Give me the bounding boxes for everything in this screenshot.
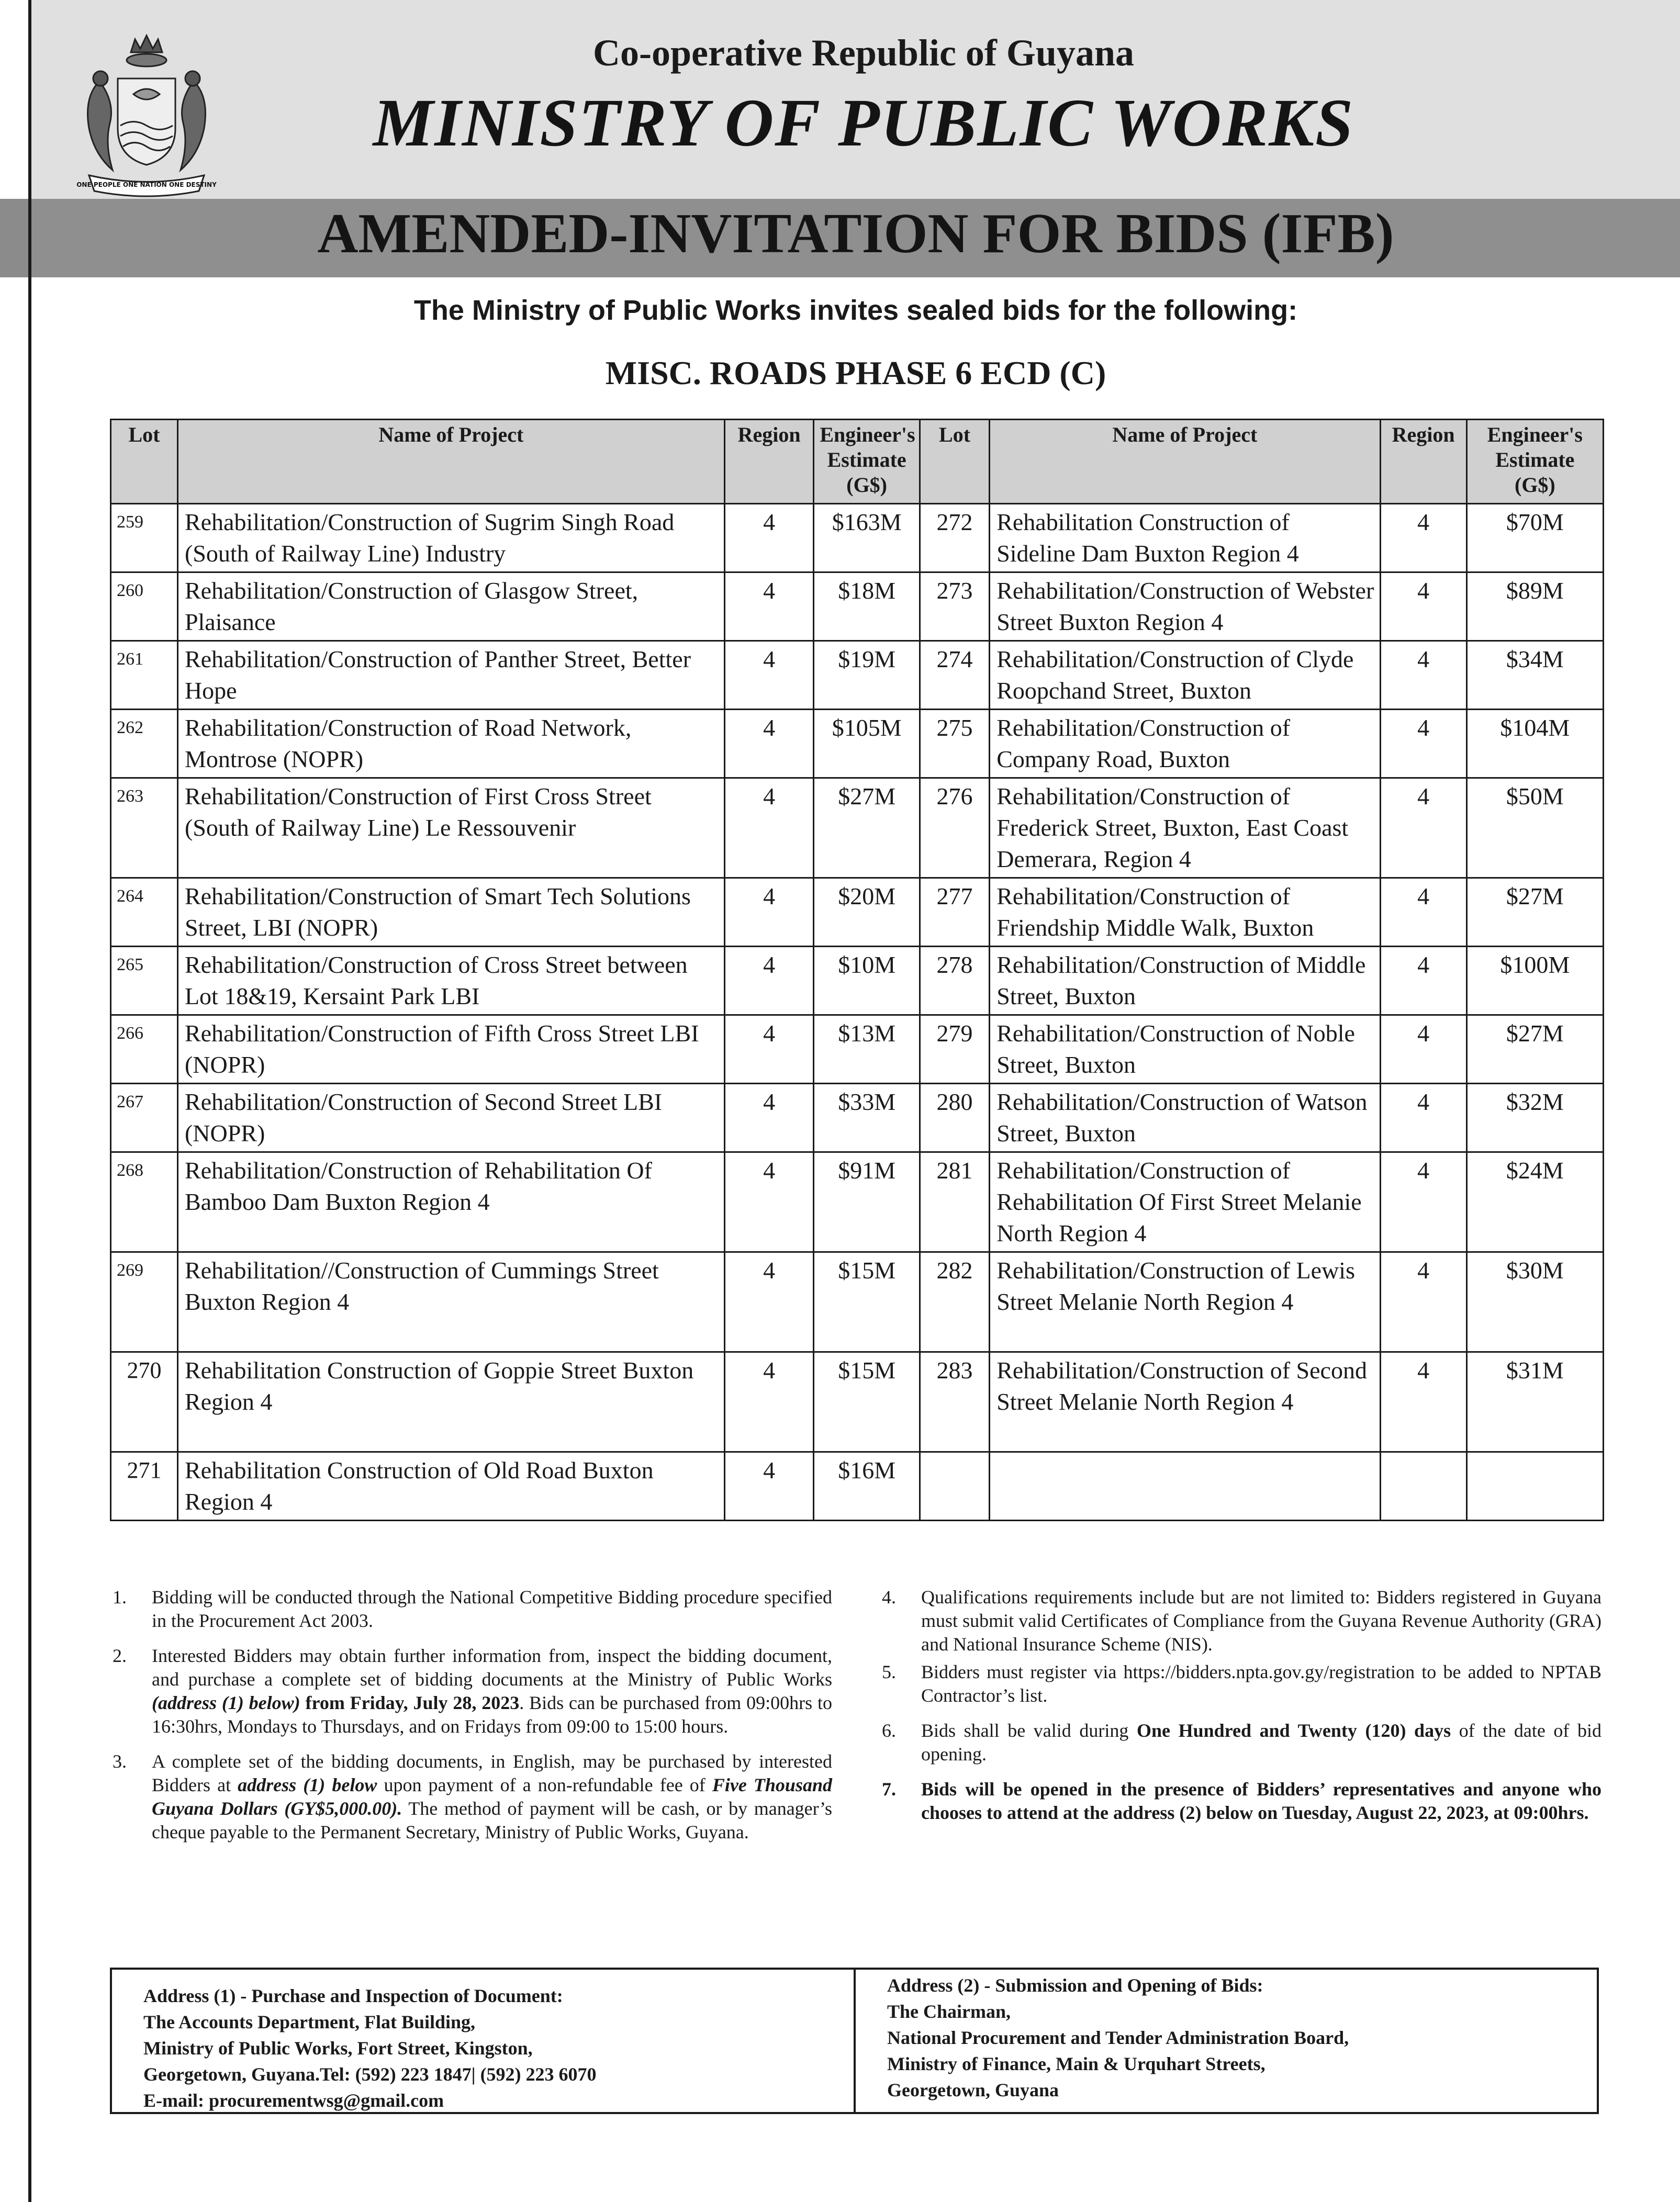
region-cell: 4: [1380, 572, 1466, 641]
note-emphasis: Five Thousand Guyana Dollars (GY$5,000.00).: [152, 1774, 832, 1819]
estimate-cell: $30M: [1466, 1252, 1603, 1352]
region-cell: 4: [1380, 641, 1466, 710]
note-text-part: upon payment of a non-refundable fee of: [377, 1774, 712, 1795]
note-text-part: . Bids can be purchased from 09:00hrs to 16:30hrs, Mondays to Thursdays, and on Fridays from 09:00 to 15:00 hours.: [152, 1692, 833, 1737]
lot-cell: 267: [111, 1084, 178, 1152]
table-row: [111, 1084, 1604, 1152]
table-row: [111, 878, 1604, 947]
region-cell: 4: [724, 1452, 814, 1521]
project-name-cell: Rehabilitation/Construction of Company Road, Buxton: [990, 710, 1380, 778]
project-name-cell: Rehabilitation Construction of Old Road Buxton Region 4: [177, 1452, 724, 1521]
estimate-cell: $33M: [814, 1084, 920, 1152]
notes-right-column: [879, 1586, 1601, 1836]
lot-cell: 262: [111, 710, 178, 778]
header-project: Name of Project: [990, 420, 1380, 504]
note-number: 7.: [882, 1779, 896, 1800]
lot-cell: 263: [111, 778, 178, 878]
project-name-cell: Rehabilitation/Construction of Clyde Roopchand Street, Buxton: [990, 641, 1380, 710]
note-text: [921, 1719, 1601, 1766]
table-body: [111, 504, 1604, 1521]
lot-cell: 260: [111, 572, 178, 641]
address-1-line: Ministry of Public Works, Fort Street, Kingston,: [143, 2038, 533, 2059]
region-cell: 4: [724, 1252, 814, 1352]
lot-cell: 272: [920, 504, 989, 572]
coat-of-arms-icon: [68, 31, 225, 199]
country-name: Co-operative Republic of Guyana: [593, 32, 1134, 74]
project-name-cell: Rehabilitation Construction of Goppie Street Buxton Region 4: [177, 1352, 724, 1452]
table-row: [111, 1252, 1604, 1352]
lot-cell: 281: [920, 1152, 989, 1252]
project-name-cell: Rehabilitation/Construction of Watson Street, Buxton: [990, 1084, 1380, 1152]
estimate-cell: $10M: [814, 947, 920, 1015]
estimate-cell: $32M: [1466, 1084, 1603, 1152]
address-2-heading: Address (2) - Submission and Opening of Bids:: [887, 1975, 1263, 1996]
note-item: [879, 1660, 1601, 1707]
note-item: [110, 1644, 832, 1738]
note-text: Qualifications requirements include but are not limited to: Bidders registered in Guyana must submit valid Certificates of Compliance from the Guyana Revenue Authority (GRA) and National Insurance Scheme (NIS).: [921, 1587, 1601, 1655]
estimate-cell: $105M: [814, 710, 920, 778]
region-cell: 4: [1380, 778, 1466, 878]
region-cell: 4: [724, 572, 814, 641]
estimate-cell: $34M: [1466, 641, 1603, 710]
address-2-line: Georgetown, Guyana: [887, 2080, 1059, 2100]
region-cell: 4: [1380, 1252, 1466, 1352]
note-number: 6.: [882, 1720, 896, 1741]
address-1-email: E-mail: procurementwsg@gmail.com: [143, 2090, 444, 2111]
region-cell: 4: [724, 778, 814, 878]
estimate-cell: $15M: [814, 1252, 920, 1352]
region-cell: 4: [1380, 710, 1466, 778]
estimate-cell: $70M: [1466, 504, 1603, 572]
note-number: 4.: [882, 1587, 896, 1608]
lot-cell: 282: [920, 1252, 989, 1352]
project-name-cell: Rehabilitation/Construction of Cross Street between Lot 18&19, Kersaint Park LBI: [177, 947, 724, 1015]
note-text-part: of the date of bid opening.: [921, 1720, 1602, 1765]
note-text-part: A complete set of the bidding documents, in English, may be purchased by interested Bidders at: [152, 1751, 832, 1795]
lot-cell: 283: [920, 1352, 989, 1452]
project-name-cell: Rehabilitation/Construction of Rehabilitation Of Bamboo Dam Buxton Region 4: [177, 1152, 724, 1252]
lot-cell: 259: [111, 504, 178, 572]
project-name-cell: [990, 1452, 1380, 1521]
note-item: [110, 1750, 832, 1844]
ministry-title: MINISTRY OF PUBLIC WORKS: [373, 85, 1354, 161]
project-name-cell: Rehabilitation//Construction of Cummings Street Buxton Region 4: [177, 1252, 724, 1352]
note-text-part: The method of payment will be cash, or by manager’s cheque payable to the Permanent Secretary, Ministry of Public Works, Guyana.: [152, 1798, 832, 1843]
project-name-cell: Rehabilitation/Construction of Rehabilitation Of First Street Melanie North Region 4: [990, 1152, 1380, 1252]
note-text: [152, 1644, 832, 1738]
address-2-line: The Chairman,: [887, 2001, 1011, 2022]
project-name-cell: Rehabilitation/Construction of Fifth Cross Street LBI (NOPR): [177, 1015, 724, 1084]
bids-table: [110, 419, 1604, 1521]
region-cell: 4: [1380, 878, 1466, 947]
header-lot: Lot: [111, 420, 178, 504]
region-cell: 4: [724, 1015, 814, 1084]
project-name-cell: Rehabilitation/Construction of Smart Tech Solutions Street, LBI (NOPR): [177, 878, 724, 947]
address-1-heading: Address (1) - Purchase and Inspection of Document:: [143, 1985, 563, 2006]
estimate-cell: $15M: [814, 1352, 920, 1452]
address-1-line: The Accounts Department, Flat Building,: [143, 2012, 476, 2032]
estimate-cell: $24M: [1466, 1152, 1603, 1252]
ifb-title: AMENDED-INVITATION FOR BIDS (IFB): [317, 203, 1394, 265]
note-number: 2.: [113, 1645, 127, 1666]
header-lot: Lot: [920, 420, 989, 504]
lot-cell: 274: [920, 641, 989, 710]
lot-cell: 261: [111, 641, 178, 710]
region-cell: 4: [1380, 1015, 1466, 1084]
region-cell: 4: [724, 1352, 814, 1452]
table-row: [111, 572, 1604, 641]
region-cell: 4: [724, 504, 814, 572]
left-border-rule: [28, 0, 31, 2202]
note-text: Bids will be opened in the presence of Bidders’ representatives and anyone who chooses to attend at the address (2) below on Tuesday, August 22, 2023, at 09:00hrs.: [921, 1779, 1601, 1823]
estimate-cell: $89M: [1466, 572, 1603, 641]
note-text-part: Interested Bidders may obtain further information from, inspect the bidding document, and purchase a complete set of bidding documents at the Ministry of Public Works: [152, 1645, 832, 1690]
estimate-cell: $20M: [814, 878, 920, 947]
address-1-line: Georgetown, Guyana.Tel: (592) 223 1847| (592) 223 6070: [143, 2064, 597, 2085]
project-name-cell: Rehabilitation Construction of Sideline Dam Buxton Region 4: [990, 504, 1380, 572]
project-name-cell: Rehabilitation/Construction of Friendship Middle Walk, Buxton: [990, 878, 1380, 947]
estimate-cell: $13M: [814, 1015, 920, 1084]
note-emphasis: from Friday, July 28, 2023: [300, 1692, 520, 1713]
lot-cell: 268: [111, 1152, 178, 1252]
estimate-cell: $18M: [814, 572, 920, 641]
table-row: [111, 947, 1604, 1015]
project-name-cell: Rehabilitation/Construction of First Cross Street (South of Railway Line) Le Ressouvenir: [177, 778, 724, 878]
estimate-cell: $27M: [814, 778, 920, 878]
region-cell: 4: [724, 878, 814, 947]
intro-text: The Ministry of Public Works invites sealed bids for the following:: [413, 295, 1298, 326]
estimate-cell: [1466, 1452, 1603, 1521]
note-item: [879, 1778, 1601, 1825]
lot-cell: [920, 1452, 989, 1521]
project-name-cell: Rehabilitation/Construction of Second Street LBI (NOPR): [177, 1084, 724, 1152]
estimate-cell: $27M: [1466, 1015, 1603, 1084]
note-emphasis: (address (1) below): [152, 1692, 300, 1713]
estimate-cell: $91M: [814, 1152, 920, 1252]
address-box: [110, 1968, 1599, 2114]
estimate-cell: $16M: [814, 1452, 920, 1521]
estimate-cell: $31M: [1466, 1352, 1603, 1452]
address-2-line: Ministry of Finance, Main & Urquhart Streets,: [887, 2053, 1265, 2074]
header-estimate: Engineer's Estimate (G$): [1466, 420, 1603, 504]
lot-cell: 264: [111, 878, 178, 947]
project-name-cell: Rehabilitation/Construction of Frederick Street, Buxton, East Coast Demerara, Region 4: [990, 778, 1380, 878]
lot-cell: 271: [111, 1452, 178, 1521]
note-item: [879, 1586, 1601, 1656]
project-name-cell: Rehabilitation/Construction of Glasgow Street, Plaisance: [177, 572, 724, 641]
note-text: [152, 1750, 832, 1844]
project-subtitle: MISC. ROADS PHASE 6 ECD (C): [605, 354, 1106, 391]
region-cell: 4: [724, 641, 814, 710]
address-1: [112, 1970, 856, 2112]
estimate-cell: $100M: [1466, 947, 1603, 1015]
table-row: [111, 504, 1604, 572]
note-text: Bidding will be conducted through the National Competitive Bidding procedure specified in the Procurement Act 2003.: [152, 1587, 832, 1631]
project-name-cell: Rehabilitation/Construction of Sugrim Singh Road (South of Railway Line) Industry: [177, 504, 724, 572]
table-row: [111, 1152, 1604, 1252]
address-2: [856, 1970, 1597, 2112]
table-row: [111, 778, 1604, 878]
left-tab-marker: [0, 199, 28, 277]
lot-cell: 269: [111, 1252, 178, 1352]
estimate-cell: $27M: [1466, 878, 1603, 947]
table-row: [111, 641, 1604, 710]
lot-cell: 273: [920, 572, 989, 641]
note-text-part: Bids shall be valid during: [921, 1720, 1137, 1741]
lot-cell: 277: [920, 878, 989, 947]
table-row: [111, 1352, 1604, 1452]
estimate-cell: $19M: [814, 641, 920, 710]
lot-cell: 265: [111, 947, 178, 1015]
region-cell: 4: [1380, 1084, 1466, 1152]
region-cell: 4: [724, 947, 814, 1015]
project-name-cell: Rehabilitation/Construction of Noble Street, Buxton: [990, 1015, 1380, 1084]
note-text: Bidders must register via https://bidders.npta.gov.gy/registration to be added to NPTAB Contractor’s list.: [921, 1661, 1601, 1706]
header-estimate: Engineer's Estimate (G$): [814, 420, 920, 504]
lot-cell: 275: [920, 710, 989, 778]
header-project: Name of Project: [177, 420, 724, 504]
address-2-line: National Procurement and Tender Administration Board,: [887, 2027, 1349, 2048]
estimate-cell: $50M: [1466, 778, 1603, 878]
note-number: 1.: [113, 1587, 127, 1608]
region-cell: 4: [1380, 1152, 1466, 1252]
region-cell: 4: [1380, 504, 1466, 572]
region-cell: 4: [724, 1152, 814, 1252]
estimate-cell: $104M: [1466, 710, 1603, 778]
lot-cell: 280: [920, 1084, 989, 1152]
region-cell: 4: [724, 1084, 814, 1152]
project-name-cell: Rehabilitation/Construction of Second Street Melanie North Region 4: [990, 1352, 1380, 1452]
lot-cell: 266: [111, 1015, 178, 1084]
project-name-cell: Rehabilitation/Construction of Middle Street, Buxton: [990, 947, 1380, 1015]
note-item: [110, 1586, 832, 1633]
crest-motto: ONE PEOPLE ONE NATION ONE DESTINY: [76, 181, 217, 188]
region-cell: 4: [1380, 1352, 1466, 1452]
region-cell: 4: [724, 710, 814, 778]
note-number: 3.: [113, 1751, 127, 1772]
table-header-row: [111, 420, 1604, 504]
table-row: [111, 710, 1604, 778]
project-name-cell: Rehabilitation/Construction of Webster Street Buxton Region 4: [990, 572, 1380, 641]
project-name-cell: Rehabilitation/Construction of Panther Street, Better Hope: [177, 641, 724, 710]
region-cell: 4: [1380, 947, 1466, 1015]
lot-cell: 270: [111, 1352, 178, 1452]
region-cell: [1380, 1452, 1466, 1521]
note-item: [879, 1719, 1601, 1766]
note-emphasis: address (1) below: [238, 1774, 377, 1795]
table-row: [111, 1015, 1604, 1084]
header-region: Region: [1380, 420, 1466, 504]
lot-cell: 276: [920, 778, 989, 878]
estimate-cell: $163M: [814, 504, 920, 572]
notes-left-column: [110, 1586, 832, 1856]
project-name-cell: Rehabilitation/Construction of Road Network, Montrose (NOPR): [177, 710, 724, 778]
note-emphasis: One Hundred and Twenty (120) days: [1136, 1720, 1451, 1741]
lot-cell: 278: [920, 947, 989, 1015]
table-row: [111, 1452, 1604, 1521]
lot-cell: 279: [920, 1015, 989, 1084]
header-region: Region: [724, 420, 814, 504]
project-name-cell: Rehabilitation/Construction of Lewis Street Melanie North Region 4: [990, 1252, 1380, 1352]
note-number: 5.: [882, 1661, 896, 1682]
